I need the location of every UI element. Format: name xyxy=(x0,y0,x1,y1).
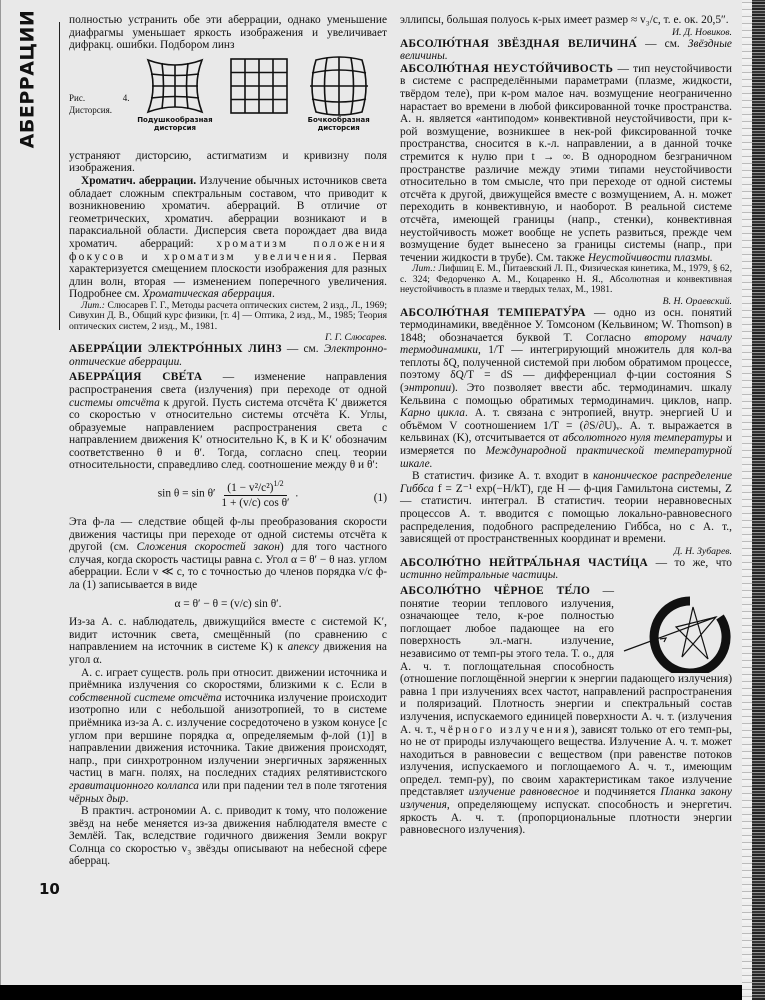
cross-reference-link[interactable]: Планка закону излучения xyxy=(400,786,732,812)
cross-reference-link[interactable]: каноническое распределение Гиббса xyxy=(400,470,732,495)
literature-label: Лит.: xyxy=(412,263,436,275)
figure-barrel xyxy=(298,56,379,132)
entry-headword: АБСОЛЮ́ТНО ЧЁРНОЕ ТЕ́ЛО xyxy=(400,584,591,597)
cross-reference-link[interactable]: второму началу термодинамики xyxy=(400,331,732,357)
text: и измеряется по xyxy=(400,432,732,458)
figure-caption: Рис. 4. Дисторсия. xyxy=(69,92,130,116)
page-number: 10 xyxy=(39,880,60,898)
literature-text: Слюсарев Г. Г., Методы расчета оптических систем, 2 изд., Л., 1969; Сивухин Д. В., Общий курс физики, [т. 4] — Оптика, 2 изд., М., 1985; Теория оптических систем, 2 изд., М., 1981. xyxy=(69,299,387,332)
paragraph xyxy=(69,516,387,592)
formula-lhs: sin θ = sin θ′ xyxy=(157,487,216,500)
barrel-grid-icon xyxy=(308,56,370,116)
text: ), зависят только от его темп-ры, но не от природы излучающего вещества. Излучение А. ч. т. может находиться в равновесии с веществом (при равенстве потоков излучения, испускаемого и поглощаемого А. ч. т., имеющим определ. темп-ру), по своим характеристикам такое излучение представляет xyxy=(400,723,732,799)
page-edge xyxy=(742,0,765,1000)
text: ) для того частного случая, когда скорость частицы равна c. Угол α = θ′ − θ наз. углом аберрации. Если v ≪ c, то с точностью до членов порядка v/c ф-ла (1) записывается в виде xyxy=(69,541,387,592)
entry-headword: АБСОЛЮ́ТНАЯ ТЕМПЕРАТУ́РА xyxy=(400,306,586,319)
running-head xyxy=(9,6,45,151)
formula-2: α = θ′ − θ = (v/c) sin θ′. xyxy=(174,597,282,610)
text: движения на угол α. xyxy=(69,641,387,666)
text: — то же, что xyxy=(655,556,732,569)
paragraph: В практич. астрономии А. с. приводит к тому, что положение звёзд на небе меняется из-за движения наблюдателя вместе с Землёй. Так, вследствие годичного движения Земли вокруг Солнца со скоростью v₃ звёзды описывают на небесной сфере аберрац. xyxy=(69,805,387,868)
cross-reference-link[interactable]: Международной практической температурной шкале. xyxy=(400,445,732,470)
formula-1: sin θ = sin θ′ $\frac{(1 - v^2/c^2)^{1/2}}{\text{1 + (v/c) cos θ′}}$ . (1) xyxy=(157,479,387,510)
entry-headword: АБСОЛЮ́ТНАЯ НЕУСТО́ЙЧИВОСТЬ xyxy=(400,62,614,75)
paragraph: эллипсы, большая полуось к-рых имеет размер ≈ v₃/c, т. е. ок. 20,5″. xyxy=(400,14,729,26)
entry-headword: АБСОЛЮ́ТНО НЕЙТРА́ЛЬНАЯ ЧАСТИ́ЦА xyxy=(400,556,649,569)
entry-neutral-particle xyxy=(400,557,732,582)
cross-reference-link[interactable]: Неустойчивости плазмы. xyxy=(587,251,713,264)
literature xyxy=(400,264,732,306)
text: В статистич. физике А. т. входит в xyxy=(412,470,589,483)
right-column xyxy=(400,14,732,837)
spaced-term: хроматизм положения фокусов xyxy=(69,237,387,263)
text: — понятие теории теплового излучения, означающее тело, к-рое полностью поглощает любое падающее на его поверхность эл.-магн. излучение, независимо от темп-ры этого тела. Т. о., для А. ч. т. поглощательная способность (отношение поглощённой энергии к энергии падающего излучения) равна 1 при излучениях всех частот, направлений распространения и поляризаций. Плотность энергии и спектральный состав излучения, испускаемого единицей поверхности А. ч. т. (излучения А. ч. т., xyxy=(400,584,732,736)
text: Излучение обычных источников света обладает сложным спектральным составом, что приводит к возникновению хроматич. аберраций. В отличие от геометрических, хроматич. аберрации возникают и в параксиальной области. Дисперсия света порождает два вида хроматич. аберраций: xyxy=(69,174,387,250)
text: источника излучение происходит изотропно или с небольшой анизотропией, то в системе приёмника из-за А. с. излучение сосредоточено в узком конусе [с углом при вершине порядка α, определяемым ф-лой (1)] в направлении движения источника. Такие движения происходят, напр., при синхротронном излучении энергичных заряженных частиц в магн. полях, на последних стадиях релятивистского xyxy=(69,691,387,780)
cross-reference-link[interactable]: системы отсчёта xyxy=(69,396,160,409)
entry-headword: АБЕРРА́ЦИЯ СВЕ́ТА xyxy=(69,371,203,384)
running-head-text: АБЕРРАЦИИ xyxy=(16,9,38,148)
text: к другой. Пусть система отсчёта K′ движется со скоростью v относительно системы отсчёта K. Углы, образуемые направлением распространения света с направлением движения K′ относительно K, в K и K′ обозначим соответственно θ и θ′. Тогда, согласно спец. теории относительности, справедливо след. соотношение между θ и θ′: xyxy=(69,396,387,472)
text: — одно из осн. понятий термодинамики, введённое У. Томсоном (Кельвином; W. Thomson) в 1848; обозначается буквой T. Согласно xyxy=(400,306,732,344)
margin-rule xyxy=(59,22,60,330)
spaced-term: хроматизм увеличения xyxy=(163,250,334,263)
literature-text: Лифшиц Е. М., Питаевский Л. П., Физическая кинетика, М., 1979, § 62, с. 324; Федорченко А. М., Коцаренко Н. Я., Абсолютная и конвективная неустойчивость в плазме и твердых телах, М., 1981. xyxy=(400,263,732,296)
cross-reference-link[interactable]: энтропии xyxy=(403,382,452,395)
cross-reference-link[interactable]: Карно цикла xyxy=(400,407,465,420)
text: f = Z⁻¹ exp(−H/kT), где H — ф-ция Гамильтона системы, Z — статистич. интеграл. В статистич. теории неравновесных процессов А. т. вводится с помощью локально-равновесного распределения, подобного распределению Гиббса, но с А. т., зависящей от пространственных координат и времени. xyxy=(400,482,732,546)
author-signature: Г. Г. Слюсарев. xyxy=(325,332,387,344)
figure-distortion xyxy=(69,56,387,144)
paragraph: А. с. играет существ. роль при относит. движении источника и приёмника излучения со скоростями, близкими к c. Если в собственной системе отсчёта источника излучение происходит изотропно или с небольшой анизотропией, то в системе приёмника из-за А. с. излучение сосредоточено в узком конусе [с углом при вершине порядка α, определяемым ф-лой (1)] в направлении движения источника. Такие движения происходят, напр., при синхротронном излучении энергичных заряженных частиц в магн. полях, на последних стадиях релятивистского гравитационного коллапса или при падении тел в поле тяготения чёрных дыр. xyxy=(69,666,387,805)
text: — изменение направления распространения света (излучения) при переходе от одной xyxy=(69,371,387,396)
barrel-label: Бочкообразная дисторсия xyxy=(307,115,370,132)
literature-label: Лит.: xyxy=(81,299,105,311)
paragraph xyxy=(69,616,387,666)
entry-absolute-magnitude xyxy=(400,38,732,63)
square-grid-icon xyxy=(228,56,290,116)
pincushion-label: Подушкообразная дисторсия xyxy=(137,115,213,132)
text: . Первая характеризуется смещением плоскости изображения для разных длин волн, вторая — изменением поперечного увеличения. Подробнее см. xyxy=(69,250,387,301)
text: или при падении тел в поле тяготения xyxy=(201,779,387,792)
author-signature: В. Н. Ораевский. xyxy=(662,295,732,307)
figure-undistorted xyxy=(228,56,290,116)
cross-reference-link[interactable]: апексу xyxy=(287,641,319,654)
paragraph xyxy=(400,470,732,546)
subsection-heading: Хроматич. аберрации. xyxy=(81,174,197,187)
text: — тип неустойчивости в системе с распределёнными параметрами (плазме, жидкости, твёрдом теле), при к-ром малое нач. возмущение неограниченно нарастает во времени в любой фиксированной точке пространства. А. н. является «антиподом» конвективной неустойчивости, при к-рой возмущение, возникшее в нек-рой фиксированной точке пространства, сносится в к.-л. направлении, а в данной точке стремится к нулю при t → ∞. В однородном безграничном пространстве различие между этими типами неустойчивости относительно в том смысле, что при переходе от одной системы отсчёта к другой, движущейся вместе с возмущением, А. н. может переходить в конвективную, и наоборот. В реальной системе отсчёта, имеющей границы (напр., стенки), конвективная неустойчивость может вообще не успеть развиться, прежде чем возмущение будет вынесено за границы системы (напр., при течении жидкости в трубе). См. также xyxy=(400,62,732,264)
text: — см. xyxy=(286,343,319,356)
black-body-diagram-icon xyxy=(620,587,732,673)
cross-reference-link[interactable]: Звёздные величины. xyxy=(400,37,732,63)
entry-absolute-instability xyxy=(400,63,732,265)
entry-headword: АБСОЛЮ́ТНАЯ ЗВЁЗДНАЯ ВЕЛИЧИНА́ xyxy=(400,37,638,50)
formula-fraction xyxy=(218,478,292,510)
cross-reference-link[interactable]: Хроматическая аберрация xyxy=(142,288,272,301)
text: , определяющему испускат. способность и энергетич. яркость А. ч. т. (пропорциональные плотности энергии равновесного излучения). xyxy=(400,799,732,837)
formula-number: (1) xyxy=(373,492,387,505)
cross-reference-link[interactable]: чёрных дыр xyxy=(69,792,126,805)
paragraph-chromatic: Хроматич. аберрации. Излучение обычных источников света обладает сложным спектральным составом, что приводит к возникновению хроматич. аберраций. В отличие от геометрических, хроматич. аберрации возникают и в параксиальной области. Дисперсия света порождает два вида хроматич. аберраций: хроматизм положения фокусов и хроматизм увеличения. Первая характеризуется смещением плоскости изображения для разных длин волн, вторая — изменением поперечного увеличения. Подробнее см. Хроматическая аберрация. xyxy=(69,174,387,301)
paragraph: устраняют дисторсию, астигматизм и кривизну поля изображения. xyxy=(69,149,387,175)
paragraph: полностью устранить обе эти аберрации, однако уменьшение диафрагмы уменьшает яркость изображения и увеличивает дифракц. ошибки. Подбором линз xyxy=(69,14,387,52)
cross-reference-link[interactable]: излучение равновесное xyxy=(468,786,580,799)
entry-aberration-of-light xyxy=(69,371,387,472)
author-signature: Д. Н. Зубарев. xyxy=(673,545,732,557)
text: — см. xyxy=(645,37,680,50)
author-signature: И. Д. Новиков. xyxy=(671,26,732,38)
cross-reference-link[interactable]: Сложения скоростей закон xyxy=(136,541,280,554)
formula-exponent: 1/2 xyxy=(273,479,284,489)
text: ). Это позволяет ввести абс. термодинамич. шкалу Кельвина с помощью обратимых термодинамич. циклов, напр. xyxy=(400,382,732,407)
entry-headword: АБЕРРА́ЦИИ ЭЛЕКТРО́ННЫХ ЛИНЗ xyxy=(69,343,282,356)
entry-absolute-temperature xyxy=(400,307,732,471)
text: . А. т. связана с энтропией, внутр. энергией U и объёмом V соотношением 1/T = (∂S/∂U)ᵥ. А. т. выражается в кельвинах (K), отсчитывается от xyxy=(400,407,732,445)
entry-electron-lens xyxy=(69,343,387,368)
text: Из-за А. с. наблюдатель, движущийся вместе с системой K′, видит источник света, смещённый (по сравнению с направлением на источник в системе K) к xyxy=(69,616,387,654)
formula-denominator: 1 + (v/c) cos θ′ xyxy=(221,497,290,510)
text: и xyxy=(141,250,148,263)
cross-reference-link[interactable]: гравитационного коллапса xyxy=(69,779,199,792)
pincushion-grid-icon xyxy=(144,56,206,116)
text: , 1/T — интегрирующий множитель для кол-ва теплоты δQ, полученной системой при любом обратимом процессе, поэтому δQ/T = dS — дифференциал ф-ции состояния S ( xyxy=(400,344,732,395)
entry-black-body xyxy=(400,585,732,837)
text: А. с. играет существ. роль при относит. движении источника и приёмника излучения со скоростями, близкими к c. Если в xyxy=(69,666,387,692)
cross-reference-link[interactable]: истинно нейтральные частицы. xyxy=(400,569,559,582)
left-column xyxy=(69,14,387,868)
figure-pincushion xyxy=(130,56,221,132)
literature xyxy=(69,301,387,343)
cross-reference-link[interactable]: собственной системе отсчёта xyxy=(69,691,222,704)
cross-reference-link[interactable]: Электронно-оптические аберрации. xyxy=(69,343,388,368)
text: Эта ф-ла — следствие общей ф-лы преобразования скорости движения частицы при переходе от одной системы отсчёта к другой (см. xyxy=(69,516,387,554)
cross-reference-link[interactable]: абсолютного нуля температуры xyxy=(562,432,723,445)
spaced-term: чёрного излучения xyxy=(439,723,571,736)
formula-numerator: (1 − v²/c²) xyxy=(227,481,274,494)
text: и подчиняется xyxy=(583,786,656,799)
